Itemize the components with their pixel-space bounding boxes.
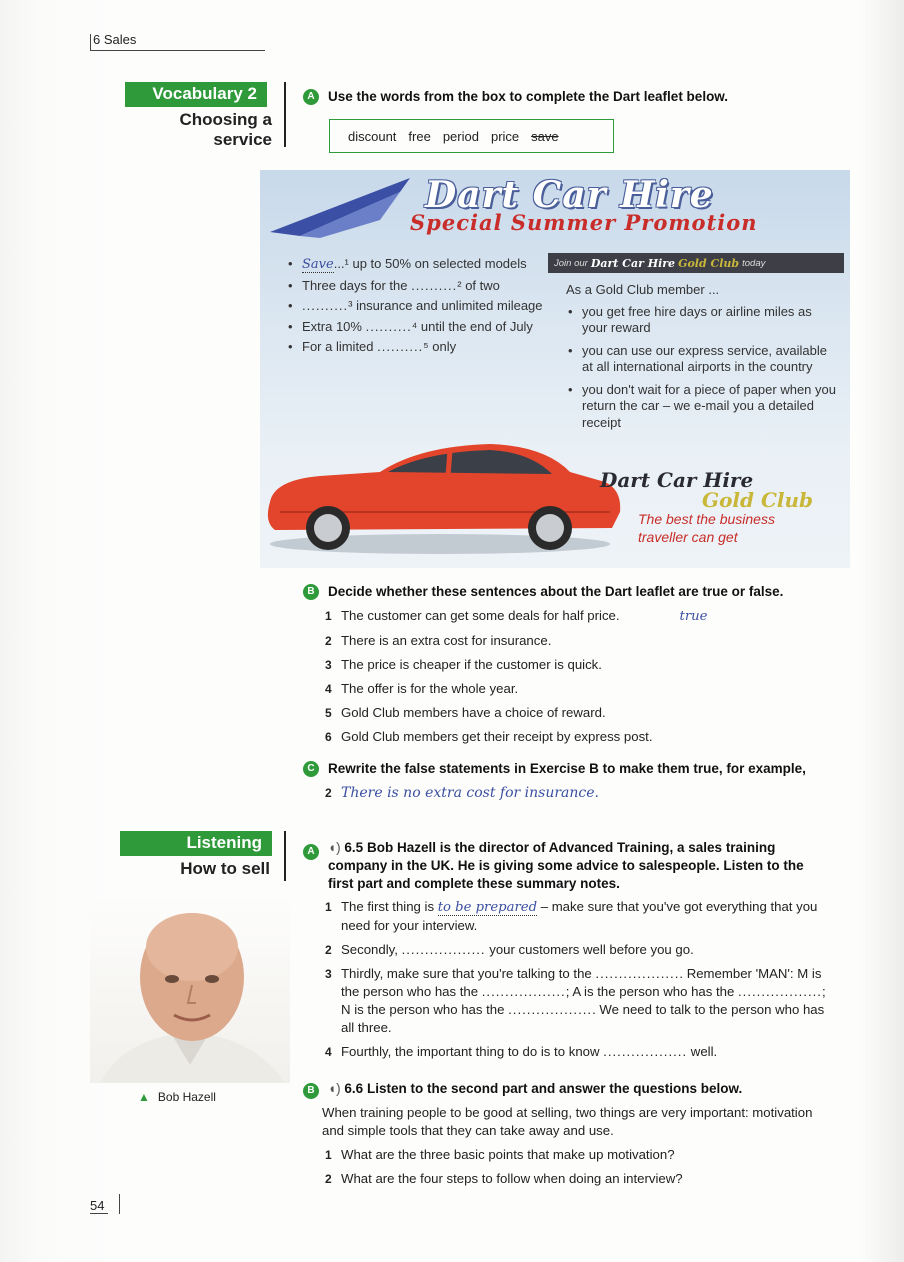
- word-crossed-out: save: [531, 128, 559, 144]
- exercise-badge-c: C: [303, 761, 319, 777]
- leaflet-promotion: Special Summer Promotion: [410, 210, 758, 235]
- section-label-vocabulary: Vocabulary 2: [125, 82, 267, 107]
- word: period: [442, 128, 479, 144]
- photo-caption: ▲ Bob Hazell: [138, 1090, 216, 1104]
- listening-a-instruction: ◖) 6.5 Bob Hazell is the director of Advanced Training, a sales training company in the UK. He is giving some advice to salespeople. Listen to the first part and complete these summary notes.: [328, 840, 804, 891]
- offer-item: • ..........³ insurance and unlimited mileage: [286, 298, 544, 315]
- word: discount: [348, 128, 397, 144]
- true-false-list: [325, 604, 865, 749]
- exercise-c-instruction: Rewrite the false statements in Exercise B to make them true, for example,: [328, 761, 806, 776]
- word-box: [329, 119, 614, 153]
- portrait-illustration: [90, 895, 290, 1083]
- section-title: How to sell: [180, 859, 270, 878]
- word: free: [408, 128, 431, 144]
- list-item: 6 Gold Club members get their receipt by express post.: [325, 729, 653, 744]
- list-item: 3 The price is cheaper if the customer is quick.: [325, 657, 602, 672]
- track-number: 6.5: [344, 840, 364, 855]
- gold-club-name: Gold Club: [702, 488, 814, 512]
- handwritten-answer: Save: [302, 257, 334, 272]
- list-item: 4 The offer is for the whole year.: [325, 681, 519, 696]
- exercise-a-instruction: Use the words from the box to complete the Dart leaflet below.: [328, 89, 729, 104]
- red-car-illustration: [260, 432, 630, 562]
- offer-item: • Three days for the ..........² of two: [286, 278, 544, 295]
- section-bar: [284, 831, 286, 881]
- list-item: 3 Thirdly, make sure that you're talking to the ................... Remember 'MAN': M is the person who has the ..................; A is the person who has the ..................; N is the person who has the ................... We need to talk to the person who has all three.: [325, 966, 826, 1035]
- listening-b-intro: When training people to be good at selling, two things are very important: motivation and simple tools that they can take away and use.: [322, 1105, 813, 1138]
- header-rule: [90, 50, 265, 51]
- list-item: 4 Fourthly, the important thing to do is to know .................. well.: [325, 1044, 718, 1059]
- section-label-listening: Listening: [120, 831, 272, 856]
- listening-b-instruction: ◖) 6.6 Listen to the second part and answer the questions below.: [328, 1081, 743, 1096]
- benefit-item: • you can use our express service, available at all international airports in the country: [566, 343, 836, 376]
- summary-notes: [325, 898, 835, 1061]
- offer-list: [286, 256, 544, 360]
- benefit-item: • you don't wait for a piece of paper when you return the car – we e-mail you a detailed receipt: [566, 382, 836, 432]
- section-bar: [284, 82, 286, 147]
- exercise-badge-b: B: [303, 584, 319, 600]
- list-item: 1 What are the three basic points that make up motivation?: [325, 1147, 675, 1162]
- chapter-label: 6 Sales: [93, 32, 137, 47]
- exercise-badge-b: B: [303, 1083, 319, 1099]
- triangle-icon: ▲: [138, 1090, 150, 1104]
- gold-club-tagline-1: The best the business: [638, 511, 775, 527]
- leaflet-title: Dart Car Hire: [425, 174, 714, 216]
- list-item: 5 Gold Club members have a choice of reward.: [325, 705, 606, 720]
- list-item: 1 The customer can get some deals for half price. true: [325, 608, 708, 624]
- exercise-badge-a: A: [303, 844, 319, 860]
- list-item: 1 The first thing is to be prepared – make sure that you've got everything that you need for your interview.: [325, 899, 818, 933]
- word: price: [490, 128, 520, 144]
- offer-item: • For a limited ..........⁵ only: [286, 339, 544, 356]
- member-intro: As a Gold Club member ...: [566, 282, 720, 297]
- exercise-b-instruction: Decide whether these sentences about the Dart leaflet are true or false.: [328, 584, 784, 599]
- chapter-divider: [90, 34, 91, 50]
- benefit-item: • you get free hire days or airline miles as your reward: [566, 304, 836, 337]
- gold-club-title: Dart Car Hire: [600, 468, 754, 492]
- page-number: 54: [90, 1198, 108, 1214]
- list-item: 2 What are the four steps to follow when doing an interview?: [325, 1171, 683, 1186]
- list-item: 2 Secondly, .................. your customers well before you go.: [325, 942, 694, 957]
- member-benefits: [566, 282, 836, 435]
- example-line: 2 There is no extra cost for insurance.: [325, 785, 599, 801]
- gold-club-tagline-2: traveller can get: [638, 529, 738, 545]
- handwritten-answer: true: [679, 609, 708, 624]
- handwritten-answer: to be prepared: [437, 900, 538, 915]
- offer-item: • Extra 10% ..........⁴ until the end of July: [286, 319, 544, 336]
- list-item: 2 There is an extra cost for insurance.: [325, 633, 552, 648]
- bob-hazell-photo: [90, 895, 290, 1083]
- audio-icon: ◖): [328, 1081, 341, 1096]
- join-banner: Join our Dart Car Hire Gold Club today: [548, 253, 844, 273]
- track-number: 6.6: [344, 1081, 364, 1096]
- section-title-line1: Choosing a: [179, 110, 272, 129]
- question-list: [325, 1143, 845, 1191]
- dart-leaflet: [260, 170, 850, 568]
- exercise-badge-a: A: [303, 89, 319, 105]
- audio-icon: ◖): [328, 840, 341, 855]
- offer-item: • Save...¹ up to 50% on selected models: [286, 256, 544, 274]
- section-title-line2: service: [213, 130, 272, 149]
- handwritten-example: There is no extra cost for insurance.: [341, 785, 599, 801]
- footer-divider: [119, 1194, 120, 1214]
